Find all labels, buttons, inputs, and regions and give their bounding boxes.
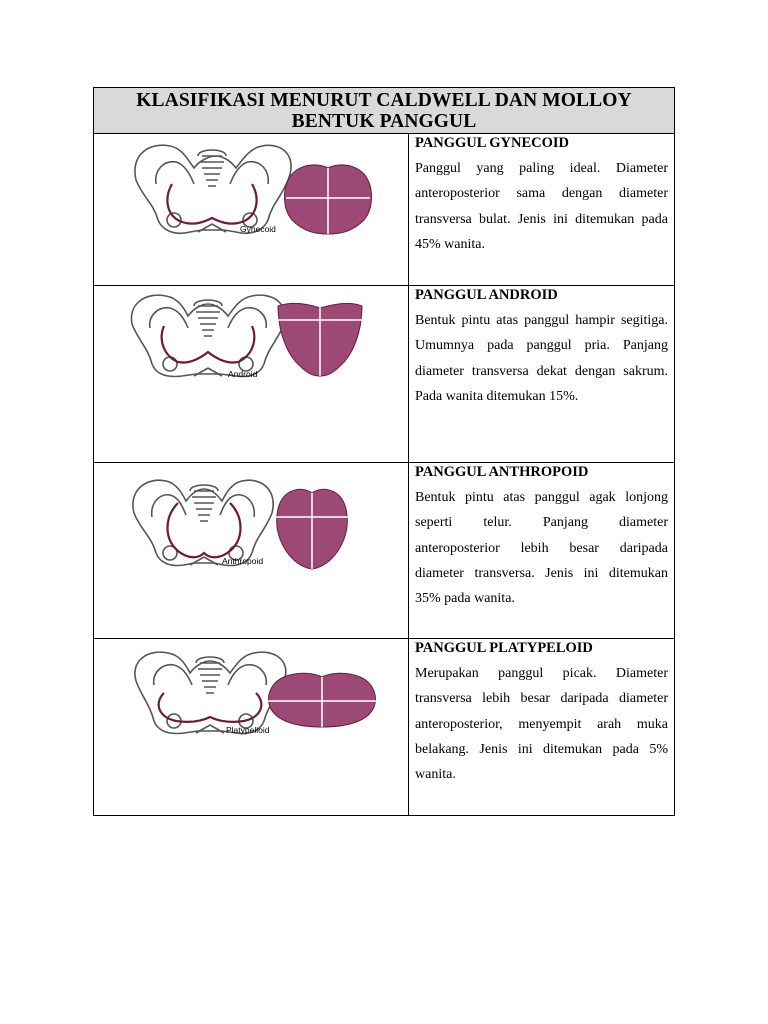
text-cell-android: [409, 286, 674, 462]
figure-label-anthropoid: Anthropoid: [222, 556, 264, 566]
table-row-android: [94, 286, 674, 463]
pelvis-classification-table: [93, 87, 675, 816]
type-description: Panggul yang paling ideal. Diameter anteroposterior sama dengan diameter transversa bulat. Jenis ini ditemukan pada 45% wanita.: [415, 161, 668, 252]
text-cell-gynecoid: [409, 134, 674, 285]
table-row-anthropoid: [94, 463, 674, 639]
figure-label-android: Android: [228, 369, 258, 379]
table-row-platypelloid: [94, 639, 674, 815]
text-cell-anthropoid: [409, 463, 674, 638]
type-title: PANGGUL GYNECOID: [415, 135, 570, 151]
table-title-line-2: BENTUK PANGGUL: [291, 111, 477, 132]
figure-cell-anthropoid: [94, 463, 409, 638]
text-cell-platypelloid: [409, 639, 674, 815]
platypelloid-pelvis-figure: [98, 645, 396, 745]
table-title-line-1: KLASIFIKASI MENURUT CALDWELL DAN MOLLOY: [136, 90, 632, 111]
figure-cell-platypelloid: [94, 639, 409, 815]
type-description: Merupakan panggul picak. Diameter transversa lebih besar daripada diameter anteroposterior, menyempit arah muka belakang. Jenis ini ditemukan pada 5% wanita.: [415, 666, 668, 783]
figure-label-platypelloid: Platypelloid: [226, 725, 270, 735]
figure-cell-gynecoid: [94, 134, 409, 285]
type-title: PANGGUL PLATYPELOID: [415, 640, 593, 656]
gynecoid-pelvis-figure: [102, 134, 384, 244]
table-row-gynecoid: [94, 134, 674, 286]
type-description: Bentuk pintu atas panggul hampir segitiga. Umumnya pada panggul pria. Panjang diameter transversa dekat dengan sakrum. Pada wanita ditemukan 15%.: [415, 313, 668, 404]
type-title: PANGGUL ANTHROPOID: [415, 464, 589, 480]
figure-cell-android: [94, 286, 409, 462]
type-title: PANGGUL ANDROID: [415, 287, 558, 303]
android-pelvis-figure: [100, 286, 382, 388]
anthropoid-pelvis-figure: [98, 473, 368, 577]
figure-label-gynecoid: Gynecoid: [240, 224, 276, 234]
table-header: [94, 88, 674, 134]
type-description: Bentuk pintu atas panggul agak lonjong seperti telur. Panjang diameter anteroposterior lebih besar daripada diameter transversa. Jenis ini ditemukan 35% pada wanita.: [415, 490, 668, 607]
